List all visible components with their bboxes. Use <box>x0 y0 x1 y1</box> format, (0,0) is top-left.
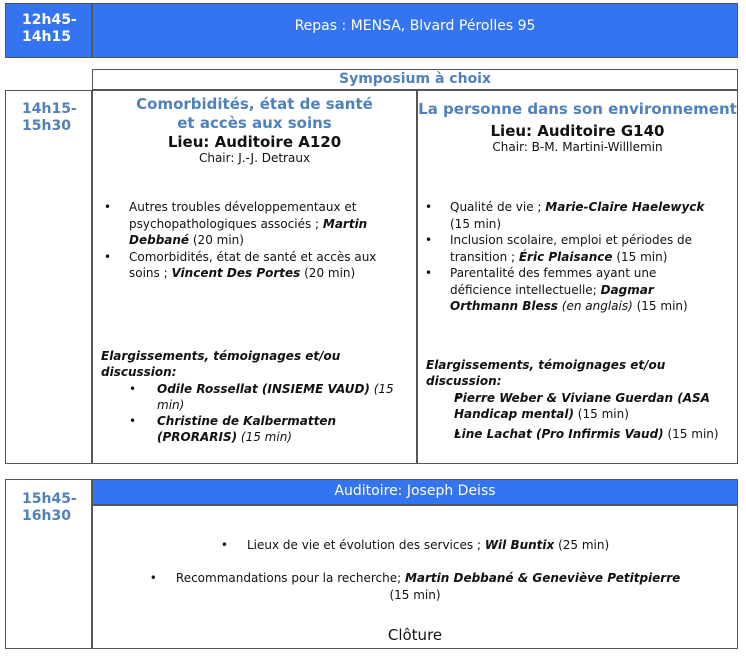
lunch-title-cell <box>92 3 738 58</box>
session-left-discussion-label-2: discussion: <box>101 365 177 379</box>
session-left-talks <box>101 199 411 282</box>
plenary-body-cell <box>92 505 738 649</box>
lunch-title: Repas : MENSA, Blvard Pérolles 95 <box>294 18 536 34</box>
list-item: • Odile Rossellat (INSIEME VAUD) (15 min) <box>101 381 411 413</box>
list-item: • Recommandations pour la recherche; Martin Debbané & Geneviève Petitpierre (15 min) <box>149 571 681 602</box>
session-right-location: Lieu: Auditoire G140 <box>490 122 665 140</box>
list-item: • Line Lachat (Pro Infirmis Vaud) (15 min) <box>426 426 738 442</box>
list-item: • Christine de Kalbermatten (PRORARIS) (15 min) <box>101 413 411 445</box>
list-item: • Lieux de vie et évolution des services ; Wil Buntix (25 min) <box>220 538 610 552</box>
symposium-time-end: 15h30 <box>22 118 71 134</box>
list-item: • Comorbidités, état de santé et accès aux soins ; Vincent Des Portes (20 min) <box>101 249 411 282</box>
plenary-header-cell <box>92 479 738 505</box>
plenary-time-start: 15h45- <box>22 491 77 507</box>
session-left-title-line1: Comorbidités, état de santé <box>136 95 373 113</box>
list-item: • Pierre Weber & Viviane Guerdan (ASA Handicap mental) (15 min) <box>426 390 738 422</box>
symposium-time-start: 14h15- <box>22 101 77 117</box>
session-left-discussants <box>101 381 411 445</box>
lunch-time-cell <box>5 3 92 58</box>
lunch-time-end: 14h15 <box>22 29 71 45</box>
session-right-title: La personne dans son environnement <box>418 100 737 118</box>
symposium-title: Symposium à choix <box>338 71 492 87</box>
plenary-title: Auditoire: Joseph Deiss <box>334 483 496 499</box>
session-right-discussants <box>426 390 738 442</box>
list-item: • Autres troubles développementaux et psychopathologiques associés ; Martin Debbané (20 min) <box>101 199 411 249</box>
session-right-talks <box>422 199 734 315</box>
plenary-time-cell <box>5 479 92 649</box>
session-left-title-line2: et accès aux soins <box>177 114 332 132</box>
session-right-discussion-label-1: Elargissements, témoignages et/ou <box>426 358 666 372</box>
list-item: • Parentalité des femmes ayant une déficience intellectuelle; Dagmar Orthmann Bless (en anglais) (15 min) <box>422 265 734 315</box>
plenary-time-end: 16h30 <box>22 508 71 524</box>
session-left-chair: Chair: J.-J. Detraux <box>198 151 311 165</box>
session-right <box>417 90 738 464</box>
session-right-discussion-label-2: discussion: <box>426 374 502 388</box>
session-left-discussion-label-1: Elargissements, témoignages et/ou <box>101 349 341 363</box>
list-item: • Qualité de vie ; Marie-Claire Haelewyck (15 min) <box>422 199 734 232</box>
lunch-time-start: 12h45- <box>22 12 77 28</box>
symposium-header-cell <box>92 69 738 90</box>
list-item: • Inclusion scolaire, emploi et périodes de transition ; Éric Plaisance (15 min) <box>422 232 734 265</box>
session-left <box>92 90 417 464</box>
session-right-chair: Chair: B-M. Martini-Willlemin <box>492 140 663 154</box>
closing-label: Clôture <box>387 626 443 644</box>
session-left-location: Lieu: Auditoire A120 <box>167 133 342 151</box>
symposium-time-cell <box>5 90 92 464</box>
